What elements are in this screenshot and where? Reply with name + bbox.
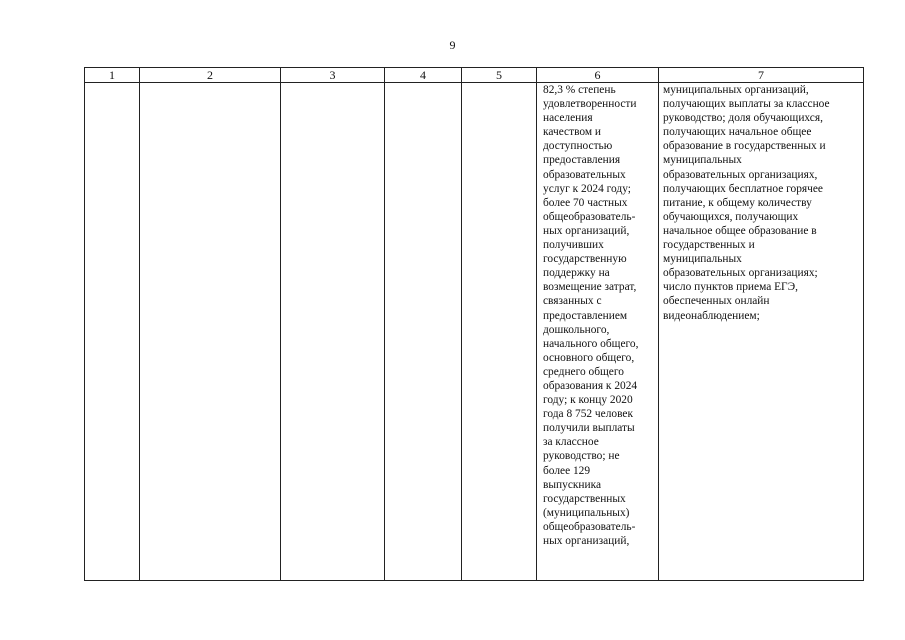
column-header-4: 4 (385, 68, 462, 83)
table-row (85, 83, 864, 581)
cell-col-3 (281, 83, 385, 581)
cell-col-5 (462, 83, 537, 581)
expected-results-text: 82,3 % степень удовлетворенности населения качеством и доступностью предоставления образовательных услуг к 2024 году; более 70 частных общеобразователь- ных организаций, получивших государственную поддержку на возмещение затрат, связанных с предоставлением дошкольного, начального общего, основного общего, среднего общего образования к 2024 году; к концу 2020 года 8 752 человек получили выплаты за классное руководство; не более 129 выпускника государственных (муниципальных) общеобразователь- ных организаций, (543, 84, 639, 547)
column-header-7: 7 (659, 68, 864, 83)
cell-col-2 (140, 83, 281, 581)
column-header-5: 5 (462, 68, 537, 83)
column-header-2: 2 (140, 68, 281, 83)
cell-col-7 (659, 83, 864, 581)
document-table (84, 67, 864, 581)
cell-col-6 (537, 83, 659, 581)
column-number-row (85, 68, 864, 83)
column-header-3: 3 (281, 68, 385, 83)
indicators-text: муниципальных организаций, получающих выплаты за классное руководство; доля обучающихся, получающих начальное общее образование в государственных и муниципальных образовательных организациях, получающих бесплатное горячее питание, к общему количеству обучающихся, получающих начальное общее образование в государственных и муниципальных образовательных организациях; число пунктов приема ЕГЭ, обеспеченных онлайн видеонаблюдением; (663, 84, 830, 322)
column-header-1: 1 (85, 68, 140, 83)
cell-col-1 (85, 83, 140, 581)
cell-col-4 (385, 83, 462, 581)
column-header-6: 6 (537, 68, 659, 83)
page-number: 9 (449, 38, 456, 52)
